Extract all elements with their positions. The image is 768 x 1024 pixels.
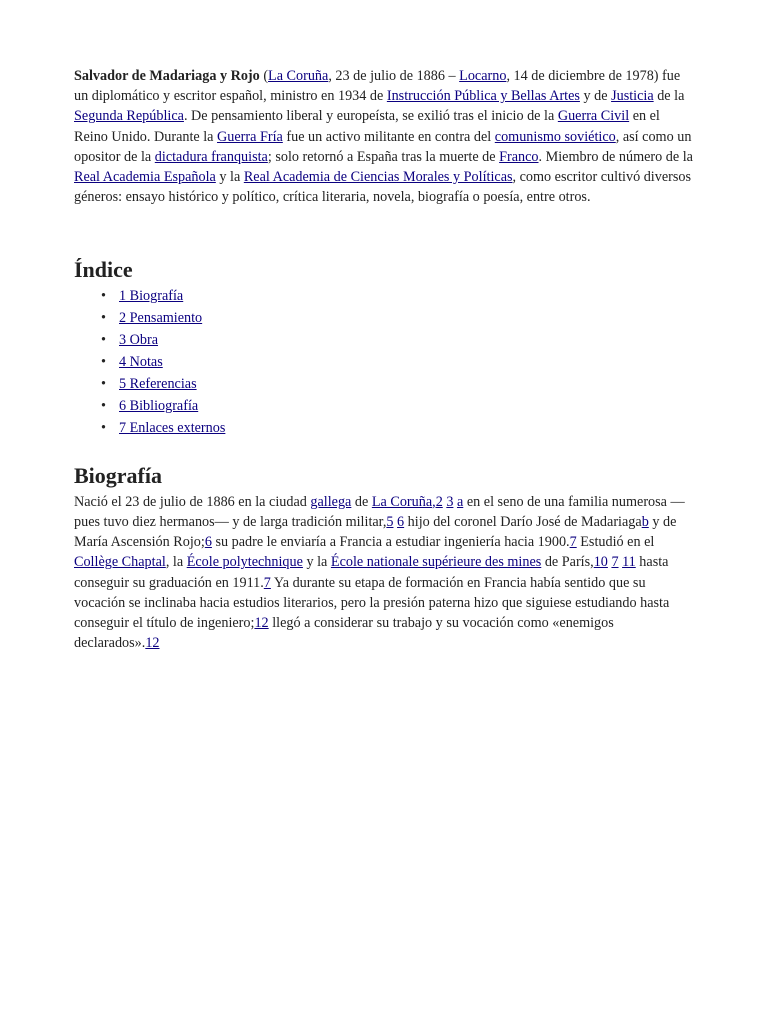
- body-text: hijo del coronel Darío José de Madariaga: [404, 513, 642, 530]
- reference-link[interactable]: 3: [446, 493, 454, 510]
- reference-link[interactable]: 7: [611, 554, 619, 571]
- body-text: hasta conseguir su graduación en 1911.: [74, 554, 669, 591]
- body-text: llegó a considerar su trabajo y su vocación como «enemigos declarados».: [74, 614, 614, 652]
- reference-link[interactable]: 12: [145, 635, 160, 652]
- section-heading-biografia: Biografía: [74, 462, 162, 488]
- intro-text: ; solo retornó a España tras la muerte de: [267, 148, 500, 165]
- body-text: de: [351, 493, 372, 510]
- bullet-icon: •: [101, 310, 106, 327]
- biografia-paragraph: [74, 492, 694, 654]
- bullet-icon: •: [101, 419, 106, 436]
- body-text: Nació el 23 de julio de 1886 en la ciudad: [74, 493, 311, 510]
- intro-text: , 23 de julio de 1886 –: [328, 68, 460, 84]
- toc-link-biografia[interactable]: 1 Biografía: [119, 288, 184, 305]
- intro-text: , así como un opositor de la: [74, 128, 692, 165]
- body-text: y de María Ascensión Rojo;: [74, 513, 677, 551]
- article-content: [74, 66, 694, 653]
- reference-link[interactable]: 7: [569, 534, 577, 551]
- reference-link[interactable]: 10: [593, 554, 608, 571]
- toc-link-notas[interactable]: 4 Notas: [119, 354, 163, 371]
- intro-text: y la: [215, 169, 244, 186]
- link-la-coruna[interactable]: La Coruña: [371, 493, 433, 510]
- link-real-academia-ciencias-morales[interactable]: Real Academia de Ciencias Morales y Políticas: [243, 169, 513, 186]
- reference-link[interactable]: ,2: [432, 493, 443, 510]
- bullet-icon: •: [101, 332, 106, 349]
- body-text: y la: [302, 554, 331, 571]
- link-instruccion-publica[interactable]: Instrucción Pública y Bellas Artes: [386, 88, 580, 105]
- intro-text: . Miembro de número de la: [538, 148, 693, 165]
- reference-link[interactable]: 6: [204, 534, 212, 551]
- body-text: , la: [165, 554, 187, 571]
- intro-text: y de: [579, 88, 612, 105]
- link-dictadura-franquista[interactable]: dictadura franquista: [154, 148, 268, 165]
- toc-item: [101, 418, 694, 440]
- reference-link[interactable]: 6: [397, 513, 405, 530]
- note-link[interactable]: b: [641, 513, 649, 530]
- link-college-chaptal[interactable]: Collège Chaptal: [74, 554, 166, 571]
- link-justicia[interactable]: Justicia: [611, 88, 654, 105]
- toc-link-obra[interactable]: 3 Obra: [119, 332, 159, 349]
- toc-link-referencias[interactable]: 5 Referencias: [119, 376, 197, 393]
- reference-link[interactable]: 11: [622, 554, 636, 571]
- intro-paragraph: [74, 66, 694, 207]
- toc-link-enlaces-externos[interactable]: 7 Enlaces externos: [119, 419, 226, 436]
- link-gallega[interactable]: gallega: [310, 493, 352, 510]
- link-guerra-civil[interactable]: Guerra Civil: [557, 108, 630, 125]
- link-franco[interactable]: Franco: [499, 148, 539, 165]
- body-text: Ya durante su etapa de formación en Francia había sentido que su vocación se inclinaba hacia estudios literarios, pero la presión paterna hizo que siguiese estudiando hasta conseguir el título de ingeniero;: [74, 574, 670, 631]
- link-segunda-republica[interactable]: Segunda República: [74, 108, 184, 125]
- toc-link-bibliografia[interactable]: 6 Bibliografía: [119, 397, 199, 414]
- note-link[interactable]: a: [456, 493, 464, 510]
- reference-link[interactable]: 7: [263, 574, 271, 591]
- body-text: de París,: [541, 554, 594, 571]
- link-ecole-polytechnique[interactable]: École polytechnique: [186, 554, 303, 571]
- article-subject-name: Salvador de Madariaga y Rojo: [74, 68, 260, 84]
- toc-heading: Índice: [74, 257, 133, 283]
- body-text: en el seno de una familia numerosa —pues tuvo diez hermanos— y de larga tradición militar,: [74, 493, 685, 530]
- link-locarno[interactable]: Locarno: [459, 68, 507, 84]
- link-ecole-des-mines[interactable]: École nationale supérieure des mines: [330, 554, 542, 571]
- intro-text: . De pensamiento liberal y europeísta, se exilió tras el inicio de la: [183, 108, 558, 125]
- toc-list: [74, 286, 694, 439]
- intro-text: , como escritor cultivó diversos géneros: ensayo histórico y político, crítica literaria, novela, biografía o poesía, entre otros.: [74, 169, 692, 206]
- link-comunismo-sovietico[interactable]: comunismo soviético: [494, 128, 616, 145]
- toc-item: [101, 396, 694, 418]
- body-text: Estudió en el: [576, 534, 655, 551]
- toc-item: [101, 286, 694, 308]
- intro-text: , 14 de diciembre de 1978) fue un diplomático y escritor español, ministro en 1934 de: [74, 68, 681, 105]
- bullet-icon: •: [101, 288, 106, 305]
- link-guerra-fria[interactable]: Guerra Fría: [217, 128, 283, 145]
- reference-link[interactable]: 12: [254, 614, 269, 631]
- body-text: su padre le enviaría a Francia a estudiar ingeniería hacia 1900.: [211, 534, 570, 551]
- toc-item: [101, 374, 694, 396]
- bullet-icon: •: [101, 376, 106, 393]
- intro-text: (: [259, 68, 269, 84]
- toc-item: [101, 308, 694, 330]
- bullet-icon: •: [101, 397, 106, 414]
- toc-item: [101, 352, 694, 374]
- toc-item: [101, 330, 694, 352]
- link-real-academia-espanola[interactable]: Real Academia Española: [74, 169, 216, 186]
- reference-link[interactable]: 5: [386, 513, 394, 530]
- toc-link-pensamiento[interactable]: 2 Pensamiento: [119, 310, 203, 327]
- bullet-icon: •: [101, 354, 106, 371]
- intro-text: de la: [653, 88, 685, 105]
- link-la-coruna[interactable]: La Coruña: [268, 68, 329, 84]
- intro-text: en el Reino Unido. Durante la: [74, 108, 660, 145]
- intro-text: fue un activo militante en contra del: [282, 128, 495, 145]
